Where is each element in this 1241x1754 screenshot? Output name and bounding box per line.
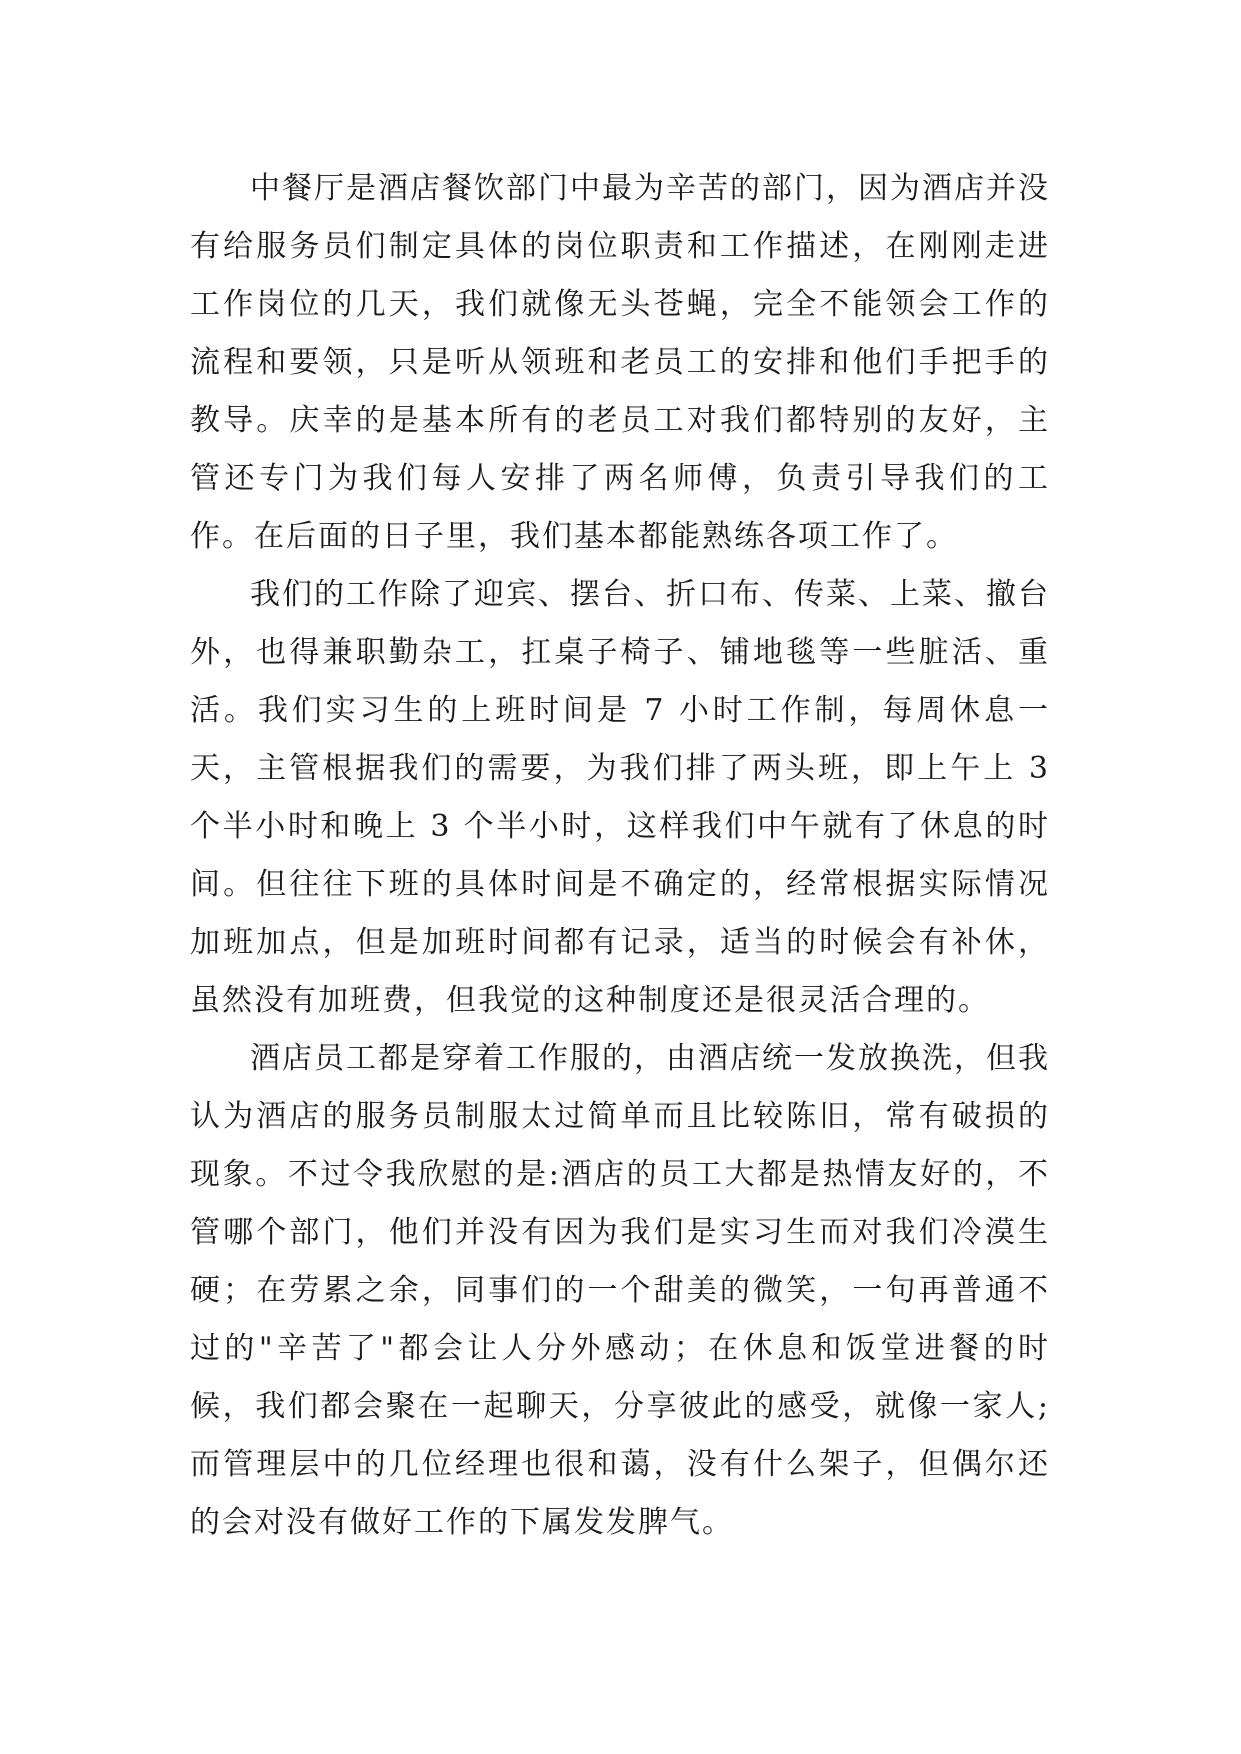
document-body: [190, 160, 1050, 1552]
paragraph-2: 我们的工作除了迎宾、摆台、折口布、传菜、上菜、撤台外，也得兼职勤杂工，扛桌子椅子、铺地毯等一些脏活、重活。我们实习生的上班时间是 7 小时工作制，每周休息一天，主管根据我们的需要，为我们排了两头班，即上午上 3 个半小时和晚上 3 个半小时，这样我们中午就有了休息的时间。但往往下班的具体时间是不确定的，经常根据实际情况加班加点，但是加班时间都有记录，适当的时候会有补休，虽然没有加班费，但我觉的这种制度还是很灵活合理的。: [190, 577, 1050, 1018]
paragraph-3: 酒店员工都是穿着工作服的，由酒店统一发放换洗，但我认为酒店的服务员制服太过简单而且比较陈旧，常有破损的现象。不过令我欣慰的是:酒店的员工大都是热情友好的，不管哪个部门，他们并没有因为我们是实习生而对我们冷漠生硬；在劳累之余，同事们的一个甜美的微笑，一句再普通不过的"辛苦了"都会让人分外感动；在休息和饭堂进餐的时候，我们都会聚在一起聊天，分享彼此的感受，就像一家人;而管理层中的几位经理也很和蔼，没有什么架子，但偶尔还的会对没有做好工作的下属发发脾气。: [190, 1041, 1050, 1540]
paragraph-1: 中餐厅是酒店餐饮部门中最为辛苦的部门，因为酒店并没有给服务员们制定具体的岗位职责和工作描述，在刚刚走进工作岗位的几天，我们就像无头苍蝇，完全不能领会工作的流程和要领，只是听从领班和老员工的安排和他们手把手的教导。庆幸的是基本所有的老员工对我们都特别的友好，主管还专门为我们每人安排了两名师傅，负责引导我们的工作。在后面的日子里，我们基本都能熟练各项工作了。: [190, 171, 1050, 554]
